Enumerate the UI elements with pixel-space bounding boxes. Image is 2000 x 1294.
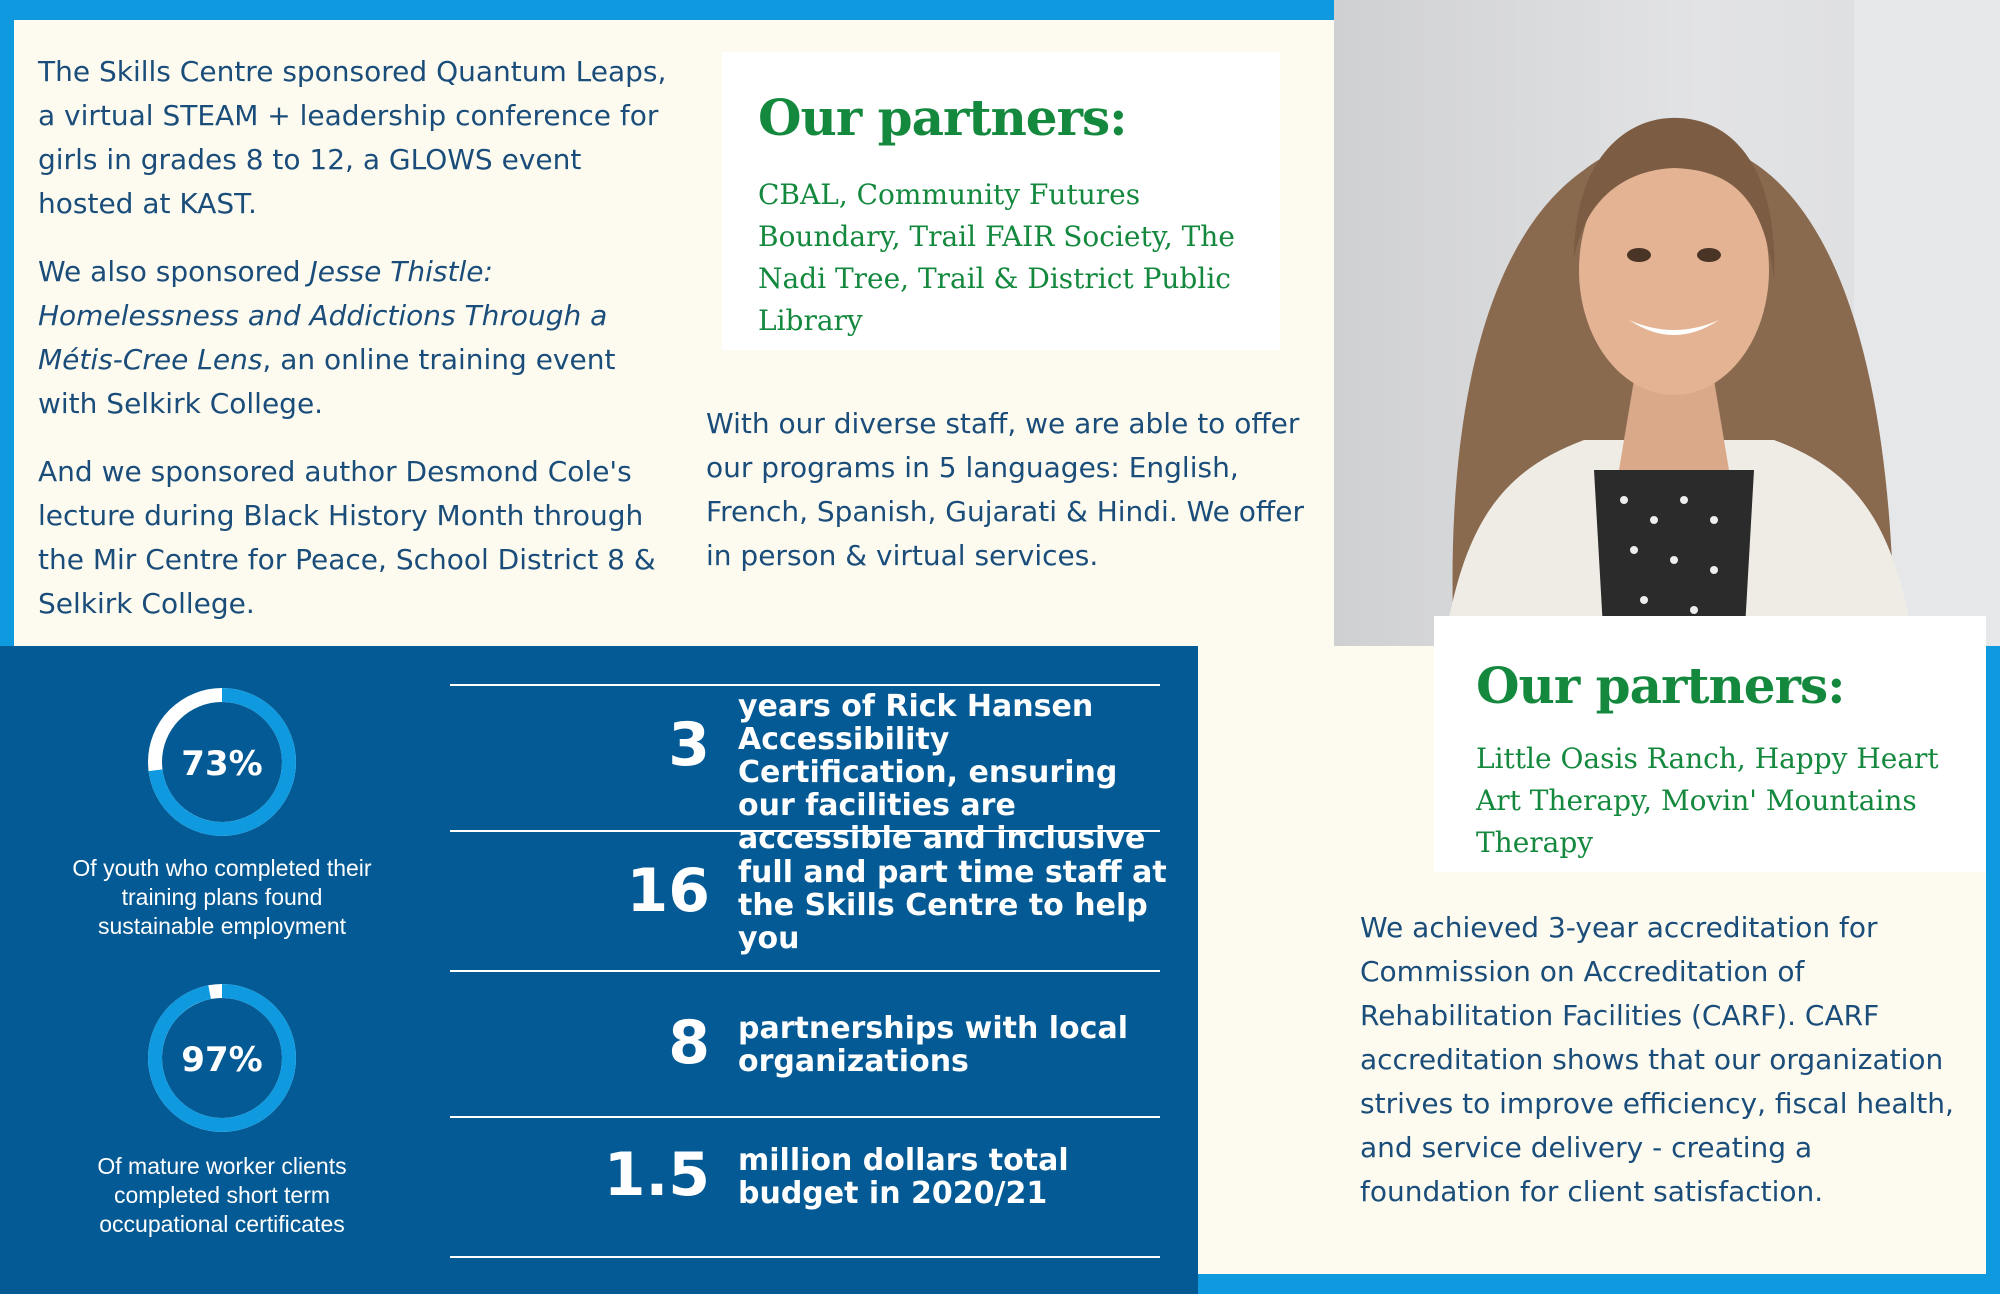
partners-list-bottom: Little Oasis Ranch, Happy Heart Art Therapy, Movin' Mountains Therapy <box>1476 742 1939 859</box>
intro-paragraph-2 <box>38 250 668 426</box>
ring-caption-1: Of youth who completed their training plans found sustainable employment <box>72 855 372 939</box>
right-accent-bar <box>1986 640 2000 1294</box>
stat-number-4: 1.5 <box>603 1140 710 1210</box>
intro-paragraph-3: And we sponsored author Desmond Cole's lecture during Black History Month through the Mir Centre for Peace, School District 8 & Selkirk College. <box>38 455 656 620</box>
intro-paragraph-2-suffix: , an online training event with Selkirk College. <box>38 343 616 420</box>
stat-number-2: 16 <box>626 856 710 926</box>
partners-title-bottom: Our partners: <box>1476 656 1845 715</box>
intro-text <box>38 50 668 650</box>
stat-desc-3: partnerships with local organizations <box>738 1011 1128 1079</box>
languages-text: With our diverse staff, we are able to offer our programs in 5 languages: English, French, Spanish, Gujarati & Hindi. We offer in person & virtual services. <box>706 407 1304 572</box>
stat-divider-1 <box>450 684 1160 686</box>
stat-number-1: 3 <box>668 710 710 780</box>
portrait-photo <box>1334 0 2000 646</box>
partners-box-top <box>722 52 1280 350</box>
partners-box-bottom <box>1434 616 1986 872</box>
stat-divider-5 <box>450 1256 1160 1258</box>
intro-paragraph-2-title: Jesse Thistle: Homelessness and Addictions Through a Métis-Cree Lens <box>38 255 608 376</box>
ring-chart-1 <box>142 682 302 842</box>
stat-desc-4: million dollars total budget in 2020/21 <box>738 1143 1069 1211</box>
stat-divider-4 <box>450 1116 1160 1118</box>
stat-desc-2: full and part time staff at the Skills Centre to help you <box>738 855 1167 956</box>
partners-list-top: CBAL, Community Futures Boundary, Trail FAIR Society, The Nadi Tree, Trail & District Public Library <box>758 178 1235 337</box>
bottom-accent-bar <box>1198 1274 2000 1294</box>
intro-paragraph-1: The Skills Centre sponsored Quantum Leaps, a virtual STEAM + leadership conference for girls in grades 8 to 12, a GLOWS event hosted at KAST. <box>38 55 667 220</box>
stats-panel <box>0 646 1198 1294</box>
ring-chart-2 <box>142 978 302 1138</box>
stat-desc-1: years of Rick Hansen Accessibility Certification, ensuring our facilities are accessible and inclusive <box>738 689 1146 856</box>
stat-number-3: 8 <box>668 1008 710 1078</box>
stat-divider-3 <box>450 970 1160 972</box>
ring-label-1: 73% <box>181 744 263 784</box>
top-accent-bar <box>0 0 1334 20</box>
ring-caption-2: Of mature worker clients completed short term occupational certificates <box>97 1153 347 1237</box>
accreditation-text: We achieved 3-year accreditation for Commission on Accreditation of Rehabilitation Facilities (CARF). CARF accreditation shows that our organization strives to improve efficiency, fiscal health, and service delivery - creating a foundation for client satisfaction. <box>1360 911 1954 1208</box>
partners-title-top: Our partners: <box>758 88 1127 147</box>
left-accent-bar <box>0 0 14 650</box>
portrait-illustration <box>1334 0 2000 646</box>
ring-label-2: 97% <box>181 1040 263 1080</box>
intro-paragraph-2-prefix: We also sponsored <box>38 255 310 288</box>
